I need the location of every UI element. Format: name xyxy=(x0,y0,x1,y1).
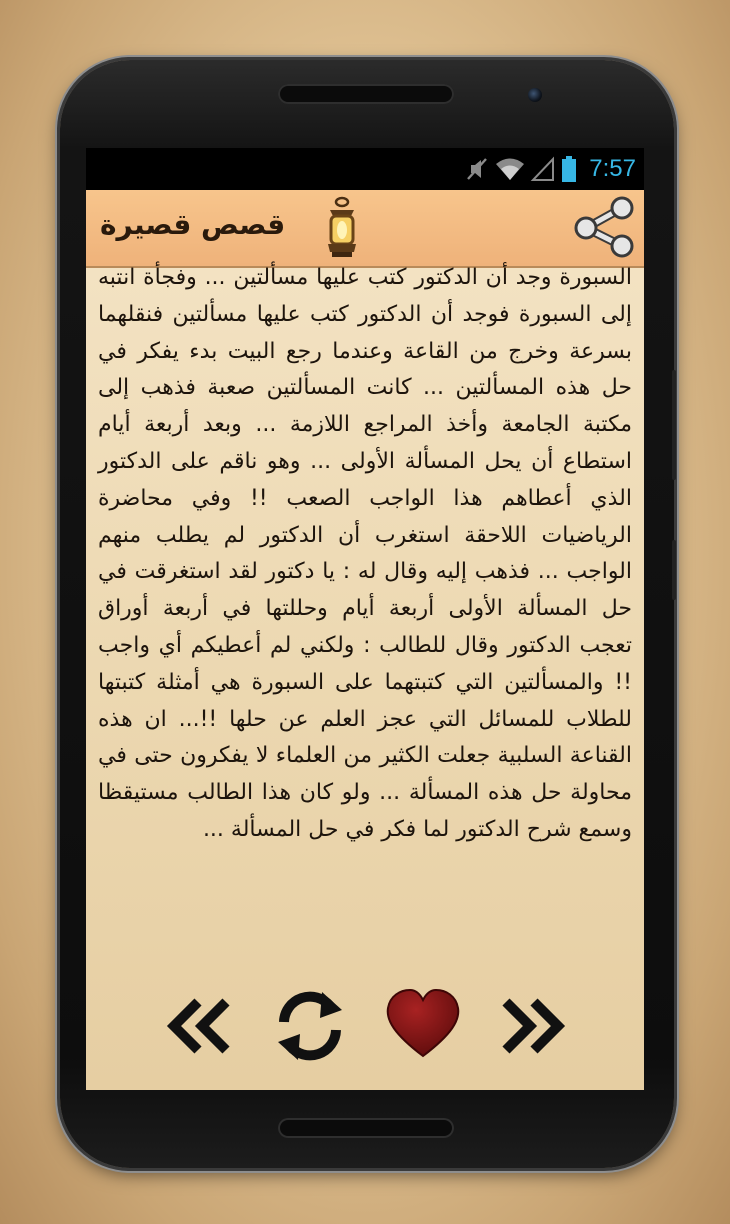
signal-icon xyxy=(531,156,555,182)
wifi-icon xyxy=(495,156,525,182)
bottom-speaker xyxy=(278,1118,454,1138)
volume-key[interactable] xyxy=(672,370,676,480)
app-bar xyxy=(86,190,644,268)
lantern-icon xyxy=(322,196,362,260)
story-text-scroll[interactable] xyxy=(98,265,632,842)
mute-icon xyxy=(465,156,489,182)
share-icon[interactable] xyxy=(572,196,636,258)
double-chevron-left-icon[interactable] xyxy=(162,988,238,1064)
status-clock: 7:57 xyxy=(589,155,636,182)
heart-icon[interactable] xyxy=(384,986,462,1062)
front-camera xyxy=(528,88,542,102)
battery-icon xyxy=(561,155,577,183)
status-bar xyxy=(86,148,644,190)
story-controls xyxy=(86,988,644,1078)
earpiece-speaker xyxy=(278,84,454,104)
power-key[interactable] xyxy=(672,540,676,600)
device-screen xyxy=(86,148,644,1090)
app-title: قصص قصيرة xyxy=(100,208,286,241)
double-chevron-right-icon[interactable] xyxy=(494,988,570,1064)
story-content-area[interactable] xyxy=(86,265,644,1090)
story-text: السبورة وجد أن الدكتور كتب عليها مسألتين ... وفجأة انتبه إلى السبورة فوجد أن الدكتور كتب عليها مسألتين فنقلهما بسرعة وخرج من القاعة وعندما رجع البيت بدء يفكر في حل هذه المسألتين ... كانت المسألتين صعبة فذهب إلى مكتبة الجامعة وأخذ المراجع اللازمة ... وبعد أربعة أيام استطاع أن يحل المسألة الأولى ... وهو ناقم على الدكتور الذي أعطاهم هذا الواجب الصعب !! وفي محاضرة الرياضيات اللاحقة استغرب أن الدكتور لم يطلب منهم الواجب ... فذهب إليه وقال له : يا دكتور لقد استغرقت في حل المسألة الأولى أربعة أيام وحللتها في أربعة أوراق تعجب الدكتور وقال للطالب : ولكني لم أعطيكم أي واجب !! والمسألتين التي كتبتهما على السبورة هي أمثلة كتبتها للطلاب للمسائل التي عجز العلم عن حلها !!... ان هذه القناعة السلبية جعلت الكثير من العلماء لا يفكرون حتى في محاولة حل هذه المسألة ... ولو كان هذا الطالب مستيقظا وسمع شرح الدكتور لما فكر في حل المسألة ... xyxy=(98,265,632,842)
refresh-icon[interactable] xyxy=(270,984,350,1068)
